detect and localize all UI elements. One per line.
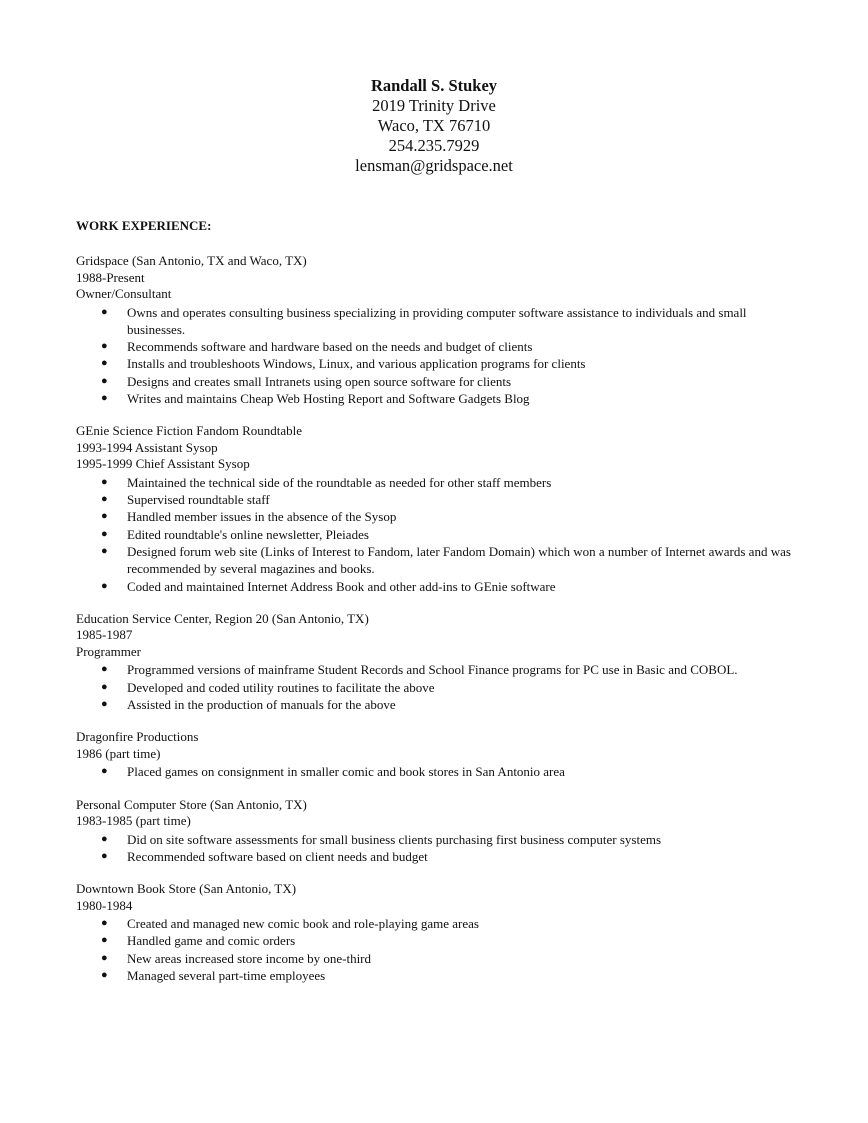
job-employer: GEnie Science Fiction Fandom Roundtable <box>76 423 303 439</box>
job-employer: Dragonfire Productions <box>76 729 199 745</box>
job-detail-line: 1983-1985 (part time) <box>76 813 191 829</box>
bullet-icon: ● <box>101 849 108 862</box>
bullet-icon: ● <box>101 680 108 693</box>
job-duty-text: Did on site software assessments for small business clients purchasing first business computer systems <box>127 831 662 847</box>
bullet-icon: ● <box>101 510 108 523</box>
job-duty-item <box>76 543 796 578</box>
bullet-icon: ● <box>101 357 108 370</box>
bullet-icon: ● <box>101 697 108 710</box>
job-duty-text: Created and managed new comic book and role-playing game areas <box>127 916 479 932</box>
job-duties-list <box>76 304 796 408</box>
phone-number: 254.235.7929 <box>388 136 480 155</box>
job-duty-text: Edited roundtable's online newsletter, Pleiades <box>127 526 369 542</box>
job-entry <box>76 423 796 595</box>
job-duty-text: Managed several part-time employees <box>127 968 326 984</box>
job-duty-item <box>76 950 796 967</box>
street-address: 2019 Trinity Drive <box>372 96 496 115</box>
bullet-icon: ● <box>101 917 108 930</box>
job-duty-item <box>76 578 796 595</box>
job-duty-text: Supervised roundtable staff <box>127 492 270 508</box>
job-entry <box>76 611 796 713</box>
applicant-name: Randall S. Stukey <box>370 76 498 95</box>
city-state-zip: Waco, TX 76710 <box>377 116 491 135</box>
job-detail-line: Programmer <box>76 643 141 659</box>
job-duty-text: Designed forum web site (Links of Interest to Fandom, later Fandom Domain) which won a number of Internet awards and was recommended by several magazines and books. <box>127 543 791 577</box>
bullet-icon: ● <box>101 475 108 488</box>
job-entry <box>76 253 796 407</box>
job-duty-item <box>76 848 796 865</box>
job-entry <box>76 729 796 780</box>
job-duty-text: Owns and operates consulting business specializing in providing computer software assistance to individuals and small businesses. <box>127 304 747 337</box>
job-duty-item <box>76 390 796 407</box>
job-detail-line: 1980-1984 <box>76 897 133 913</box>
job-detail-line: 1988-Present <box>76 269 145 285</box>
bullet-icon: ● <box>101 544 108 557</box>
job-entry <box>76 881 796 984</box>
bullet-icon: ● <box>101 663 108 676</box>
job-duty-text: Recommended software based on client needs and budget <box>127 848 428 864</box>
job-duties-list <box>76 474 796 595</box>
bullet-icon: ● <box>101 934 108 947</box>
job-duty-item <box>76 474 796 491</box>
job-employer: Downtown Book Store (San Antonio, TX) <box>76 881 297 897</box>
bullet-icon: ● <box>101 969 108 982</box>
job-duty-item <box>76 915 796 932</box>
job-duty-text: Developed and coded utility routines to facilitate the above <box>127 679 435 695</box>
bullet-icon: ● <box>101 832 108 845</box>
job-duty-text: Programmed versions of mainframe Student Records and School Finance programs for PC use in Basic and COBOL. <box>127 662 738 678</box>
job-duty-text: Recommends software and hardware based on the needs and budget of clients <box>127 339 533 355</box>
job-duty-item <box>76 508 796 525</box>
job-duty-text: Maintained the technical side of the roundtable as needed for other staff members <box>127 474 552 490</box>
job-duty-item <box>76 831 796 848</box>
bullet-icon: ● <box>101 527 108 540</box>
job-duty-item <box>76 661 796 678</box>
bullet-icon: ● <box>101 765 108 778</box>
job-duty-text: Placed games on consignment in smaller comic and book stores in San Antonio area <box>127 764 565 780</box>
job-duty-item <box>76 679 796 696</box>
bullet-icon: ● <box>101 305 108 318</box>
job-duty-item <box>76 373 796 390</box>
bullet-icon: ● <box>101 340 108 353</box>
job-duty-text: Coded and maintained Internet Address Book and other add-ins to GEnie software <box>127 578 556 594</box>
job-duty-text: New areas increased store income by one-third <box>127 950 372 966</box>
job-duty-text: Designs and creates small Intranets using open source software for clients <box>127 373 512 389</box>
job-duties-list <box>76 661 796 713</box>
job-duty-item <box>76 763 796 780</box>
job-duty-item <box>76 491 796 508</box>
job-detail-line: 1995-1999 Chief Assistant Sysop <box>76 456 250 472</box>
bullet-icon: ● <box>101 391 108 404</box>
job-duty-item <box>76 932 796 949</box>
job-duties-list <box>76 831 796 866</box>
job-detail-line: 1993-1994 Assistant Sysop <box>76 439 218 455</box>
job-duty-item <box>76 696 796 713</box>
job-duties-list <box>76 915 796 984</box>
bullet-icon: ● <box>101 374 108 387</box>
contact-header <box>0 76 868 176</box>
bullet-icon: ● <box>101 493 108 506</box>
bullet-icon: ● <box>101 951 108 964</box>
job-duty-text: Handled game and comic orders <box>127 933 296 949</box>
job-employer: Personal Computer Store (San Antonio, TX) <box>76 796 307 812</box>
job-list <box>76 253 796 1000</box>
job-duty-item <box>76 526 796 543</box>
job-duty-text: Installs and troubleshoots Windows, Linux, and various application programs for clients <box>127 356 586 372</box>
job-duty-text: Handled member issues in the absence of the Sysop <box>127 509 397 525</box>
job-detail-line: 1985-1987 <box>76 627 133 643</box>
email-address: lensman@gridspace.net <box>355 156 513 175</box>
job-duty-item <box>76 304 796 339</box>
job-employer: Gridspace (San Antonio, TX and Waco, TX) <box>76 253 307 268</box>
job-duties-list <box>76 763 796 780</box>
job-duty-item <box>76 355 796 372</box>
job-entry <box>76 797 796 866</box>
job-detail-line: Owner/Consultant <box>76 286 172 301</box>
section-title-work-experience: WORK EXPERIENCE: <box>76 218 212 233</box>
bullet-icon: ● <box>101 579 108 592</box>
job-duty-text: Writes and maintains Cheap Web Hosting Report and Software Gadgets Blog <box>127 390 530 406</box>
job-duty-item <box>76 967 796 984</box>
job-employer: Education Service Center, Region 20 (San Antonio, TX) <box>76 610 369 626</box>
job-duty-item <box>76 338 796 355</box>
job-detail-line: 1986 (part time) <box>76 745 161 761</box>
job-duty-text: Assisted in the production of manuals for the above <box>127 696 396 712</box>
